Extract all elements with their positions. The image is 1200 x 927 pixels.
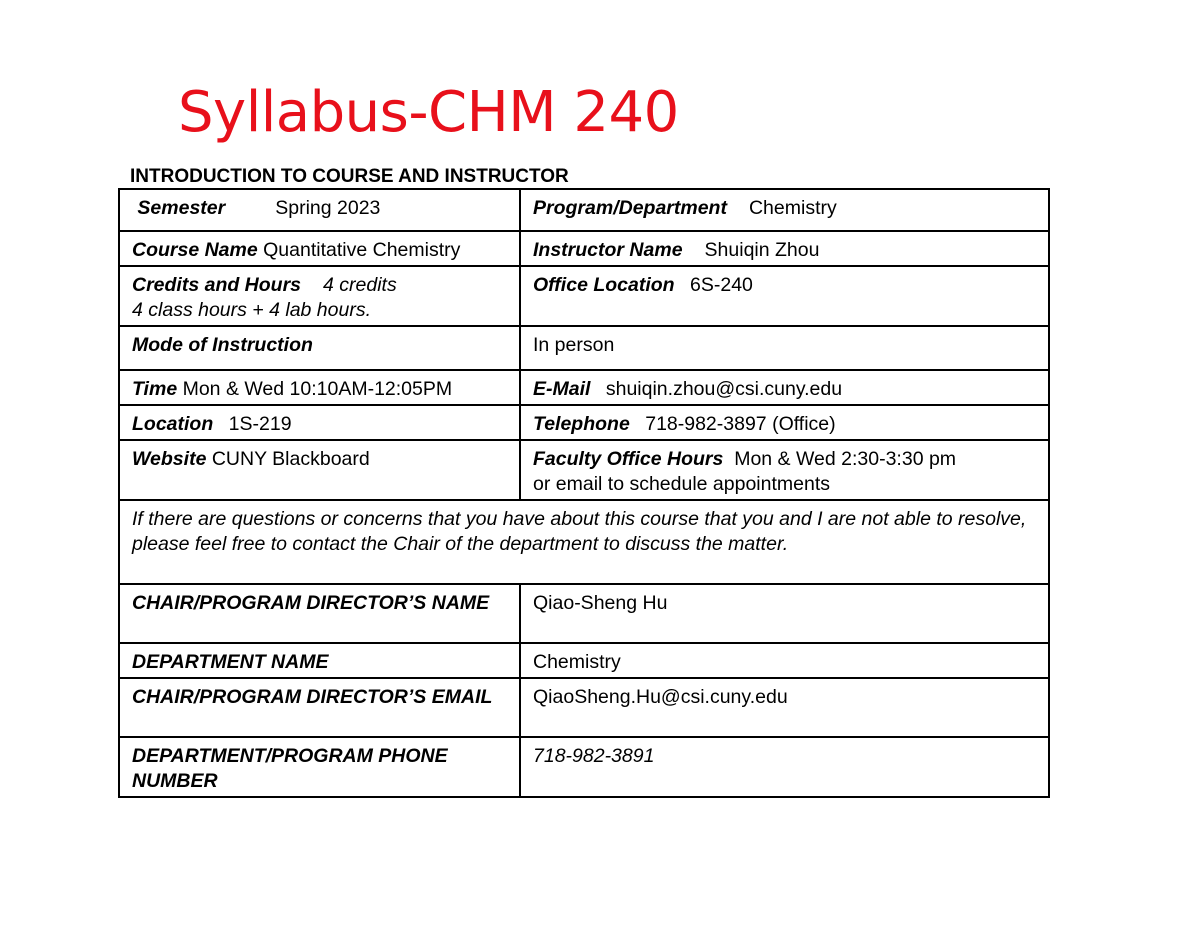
- dept-name-label-cell: [119, 643, 520, 678]
- table-row: [119, 737, 1049, 797]
- table-row: [119, 326, 1049, 370]
- office-hours-label: Faculty Office Hours: [533, 448, 724, 470]
- chair-email-label-cell: [119, 678, 520, 737]
- table-row: [119, 370, 1049, 405]
- telephone-cell: [520, 405, 1049, 440]
- dept-phone-value-cell: [520, 737, 1049, 797]
- document-title: Syllabus-CHM 240: [178, 80, 679, 145]
- instructor-value: Shuiqin Zhou: [704, 239, 820, 261]
- course-name-value: Quantitative Chemistry: [263, 239, 461, 261]
- dept-name-value: Chemistry: [533, 651, 621, 673]
- course-name-cell: [119, 231, 520, 266]
- credits-label: Credits and Hours: [132, 274, 302, 296]
- table-row: [119, 500, 1049, 584]
- chair-email-value: QiaoSheng.Hu@csi.cuny.edu: [533, 686, 788, 708]
- dept-phone-label: DEPARTMENT/PROGRAM PHONE NUMBER: [132, 745, 448, 792]
- chair-email-value-cell: [520, 678, 1049, 737]
- mode-label: Mode of Instruction: [132, 334, 313, 356]
- table-row: [119, 678, 1049, 737]
- office-value: 6S-240: [690, 274, 753, 296]
- semester-value: Spring 2023: [275, 197, 381, 219]
- instructor-cell: [520, 231, 1049, 266]
- program-value: Chemistry: [748, 197, 837, 219]
- table-row: [119, 440, 1049, 500]
- mode-value: In person: [533, 334, 615, 356]
- table-row: [119, 584, 1049, 643]
- instructor-label: Instructor Name: [533, 239, 683, 261]
- semester-label: Semester: [137, 197, 226, 219]
- location-value: 1S-219: [228, 413, 292, 435]
- website-label: Website: [132, 448, 207, 470]
- program-cell: [520, 189, 1049, 231]
- table-row: [119, 405, 1049, 440]
- dept-phone-value: 718-982-3891: [533, 745, 655, 767]
- program-label: Program/Department: [533, 197, 727, 219]
- time-label: Time: [132, 378, 178, 400]
- chair-name-label: CHAIR/PROGRAM DIRECTOR’S NAME: [132, 592, 490, 614]
- website-value: CUNY Blackboard: [211, 448, 370, 470]
- email-value: shuiqin.zhou@csi.cuny.edu: [605, 378, 843, 400]
- email-cell: [520, 370, 1049, 405]
- concerns-note: If there are questions or concerns that you have about this course that you and I are not able to resolve, please feel free to contact the Chair of the department to discuss the matter.: [132, 508, 1027, 555]
- table-row: [119, 643, 1049, 678]
- dept-name-value-cell: [520, 643, 1049, 678]
- website-cell: [119, 440, 520, 500]
- time-value: Mon & Wed 10:10AM-12:05PM: [182, 378, 453, 400]
- telephone-label: Telephone: [533, 413, 630, 435]
- chair-name-value-cell: [520, 584, 1049, 643]
- office-hours-cell: [520, 440, 1049, 500]
- dept-phone-label-cell: [119, 737, 520, 797]
- credits-value: 4 credits: [323, 274, 397, 296]
- office-cell: [520, 266, 1049, 326]
- course-info-table: [118, 188, 1050, 798]
- office-hours-value: Mon & Wed 2:30-3:30 pm: [734, 448, 957, 470]
- section-heading: INTRODUCTION TO COURSE AND INSTRUCTOR: [130, 166, 569, 187]
- table-row: [119, 231, 1049, 266]
- semester-cell: [119, 189, 520, 231]
- credits-hours: 4 class hours + 4 lab hours.: [132, 299, 372, 321]
- office-label: Office Location: [533, 274, 675, 296]
- location-cell: [119, 405, 520, 440]
- mode-label-cell: [119, 326, 520, 370]
- chair-name-value: Qiao-Sheng Hu: [533, 592, 668, 614]
- location-label: Location: [132, 413, 214, 435]
- email-label: E-Mail: [533, 378, 591, 400]
- table-row: [119, 189, 1049, 231]
- table-row: [119, 266, 1049, 326]
- telephone-value: 718-982-3897 (Office): [645, 413, 836, 435]
- chair-email-label: CHAIR/PROGRAM DIRECTOR’S EMAIL: [132, 686, 493, 708]
- mode-value-cell: [520, 326, 1049, 370]
- chair-name-label-cell: [119, 584, 520, 643]
- time-cell: [119, 370, 520, 405]
- course-name-label: Course Name: [132, 239, 258, 261]
- credits-cell: [119, 266, 520, 326]
- dept-name-label: DEPARTMENT NAME: [132, 651, 329, 673]
- note-cell: [119, 500, 1049, 584]
- office-hours-note: or email to schedule appointments: [533, 473, 831, 495]
